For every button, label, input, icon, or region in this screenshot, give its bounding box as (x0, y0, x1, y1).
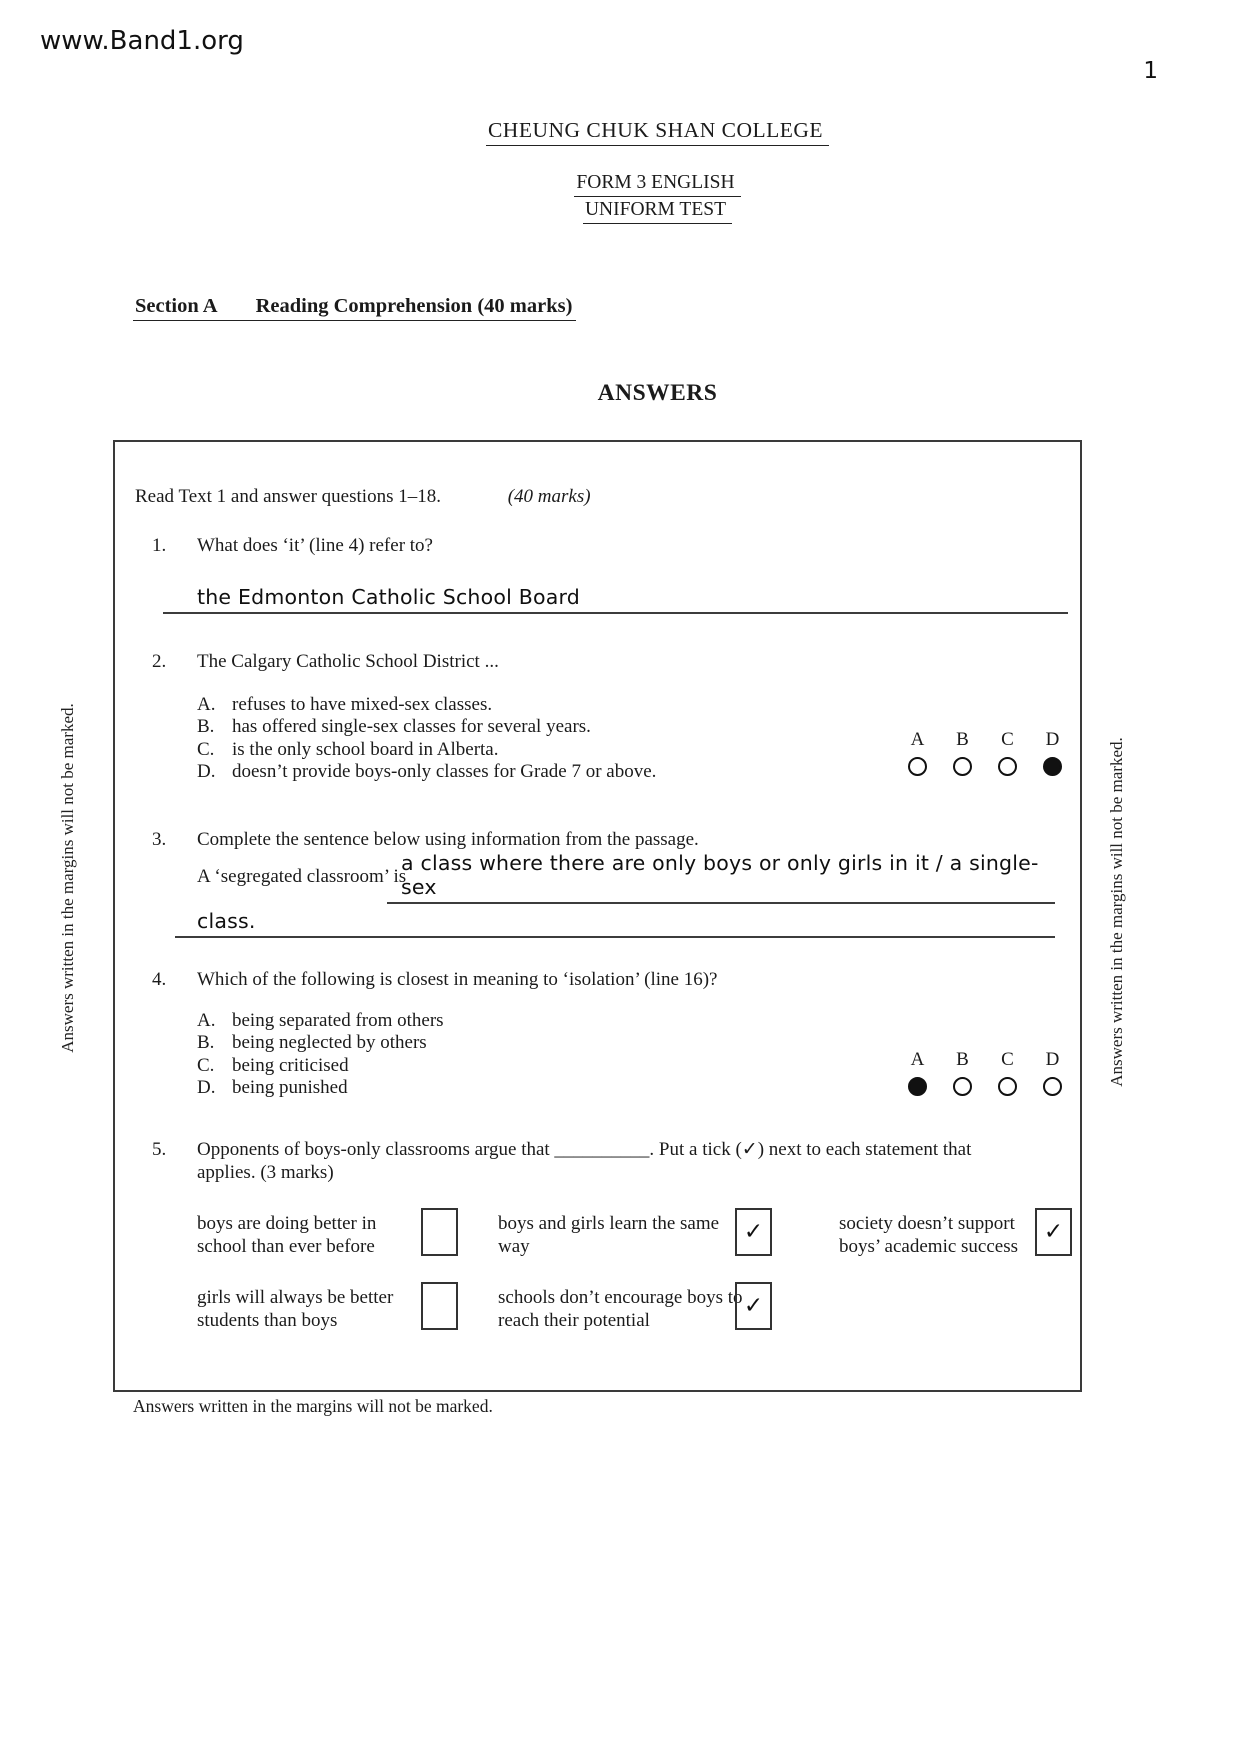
question-3-answer-2: class. (197, 909, 256, 933)
question-2-text: The Calgary Catholic School District ... (197, 651, 499, 672)
section-title: Reading Comprehension (40 marks) (255, 295, 573, 317)
test-title-row (75, 199, 1240, 224)
question-4-options (197, 1010, 837, 1100)
bubble-letter: C (1001, 1049, 1014, 1070)
bubble-letter: D (1045, 1049, 1060, 1070)
question-2-answer-bubbles (895, 728, 1075, 776)
question-3 (152, 828, 1032, 851)
statement-2-checkbox (735, 1208, 772, 1256)
section-heading (133, 295, 576, 321)
option-row (197, 1077, 837, 1099)
bubble-column (985, 1048, 1030, 1096)
statement-4-checkbox (421, 1282, 458, 1330)
option-letter: A. (197, 1010, 216, 1031)
form-title-row (75, 172, 1240, 197)
school-name: CHEUNG CHUK SHAN COLLEGE (486, 118, 829, 146)
bubble-letter: C (1001, 729, 1014, 750)
question-3-number: 3. (152, 829, 167, 850)
right-margin-note: Answers written in the margins will not be marked. (1107, 737, 1126, 1087)
bubble-column (895, 1048, 940, 1096)
watermark-url: www.Band1.org (40, 26, 244, 56)
tick-icon: ✓ (743, 1219, 764, 1245)
question-4 (152, 968, 1032, 991)
question-3-answer-line-1 (387, 851, 1055, 904)
test-title: UNIFORM TEST (583, 199, 732, 224)
option-letter: D. (197, 1077, 216, 1099)
read-instruction (135, 486, 591, 508)
question-1-text: What does ‘it’ (line 4) refer to? (197, 535, 433, 556)
bubble-column (1030, 728, 1075, 776)
read-instruction-text: Read Text 1 and answer questions 1–18. (135, 486, 441, 507)
question-3-text: Complete the sentence below using information from the passage. (197, 829, 699, 850)
statement-3-checkbox (1035, 1208, 1072, 1256)
option-text: being punished (232, 1077, 348, 1099)
option-letter: C. (197, 1054, 215, 1076)
option-text: doesn’t provide boys-only classes for Grade 7 or above. (232, 761, 657, 783)
question-1 (152, 534, 1032, 557)
option-text: is the only school board in Alberta. (232, 738, 499, 760)
option-row (197, 739, 837, 761)
option-row (197, 1032, 837, 1054)
answer-bubble (998, 1077, 1017, 1096)
answer-bubble (953, 757, 972, 776)
question-5-number: 5. (152, 1139, 167, 1160)
bubble-column (895, 728, 940, 776)
answer-bubble (1043, 757, 1062, 776)
statement-3-text: society doesn’t support boys’ academic success (839, 1213, 1019, 1257)
statement-2-text: boys and girls learn the same way (498, 1213, 720, 1257)
answer-bubble (908, 1077, 927, 1096)
question-2 (152, 650, 1032, 673)
bubble-column (940, 1048, 985, 1096)
option-row (197, 761, 837, 783)
option-row (197, 1055, 837, 1077)
question-4-answer-bubbles (895, 1048, 1075, 1096)
footer-margin-note: Answers written in the margins will not be marked. (133, 1396, 493, 1416)
bubble-letter: B (956, 729, 969, 750)
bubble-letter: B (956, 1049, 969, 1070)
question-5 (152, 1138, 1070, 1184)
question-5-text-line2: applies. (3 marks) (197, 1162, 334, 1183)
bubble-column (1030, 1048, 1075, 1096)
option-letter: B. (197, 716, 215, 738)
answer-bubble (953, 1077, 972, 1096)
question-3-answer-line-2 (175, 902, 1055, 938)
left-margin-note: Answers written in the margins will not be marked. (58, 703, 77, 1053)
question-2-options (197, 694, 837, 784)
answer-bubble (1043, 1077, 1062, 1096)
question-4-text: Which of the following is closest in meaning to ‘isolation’ (line 16)? (197, 969, 718, 990)
option-letter: B. (197, 1032, 215, 1054)
bubble-letter: A (910, 1049, 925, 1070)
option-text: refuses to have mixed-sex classes. (232, 694, 493, 715)
bubble-letter: D (1045, 729, 1060, 750)
option-text: being criticised (232, 1054, 349, 1076)
statement-5-text: schools don’t encourage boys to reach their potential (498, 1287, 743, 1331)
option-letter: C. (197, 738, 215, 760)
marks-note: (40 marks) (507, 486, 591, 507)
question-4-number: 4. (152, 969, 167, 990)
question-3-stem: A ‘segregated classroom’ is (197, 866, 407, 887)
page-number: 1 (1143, 58, 1158, 84)
tick-icon: ✓ (1043, 1219, 1064, 1245)
school-title-row (75, 118, 1240, 146)
option-letter: D. (197, 761, 216, 783)
option-row (197, 1010, 837, 1032)
question-1-answer-line (163, 570, 1068, 614)
option-letter: A. (197, 694, 216, 715)
statement-1-text: boys are doing better in school than ever before (197, 1213, 377, 1257)
question-3-answer-1: a class where there are only boys or only girls in it / a single-sex (401, 851, 1039, 899)
bubble-column (985, 728, 1030, 776)
answer-bubble (998, 757, 1017, 776)
statement-4-text: girls will always be better students than boys (197, 1287, 394, 1331)
option-row (197, 716, 837, 738)
option-text: has offered single-sex classes for several years. (232, 716, 591, 738)
section-label: Section A (135, 295, 218, 317)
question-1-number: 1. (152, 535, 167, 556)
tick-icon: ✓ (743, 1293, 764, 1319)
question-5-text-line1: Opponents of boys-only classrooms argue that __________. Put a tick (✓) next to each statement that (197, 1139, 972, 1160)
answers-heading: ANSWERS (597, 380, 718, 406)
bubble-column (940, 728, 985, 776)
statement-5-checkbox (735, 1282, 772, 1330)
statement-1-checkbox (421, 1208, 458, 1256)
form-title: FORM 3 ENGLISH (574, 172, 740, 197)
answers-box (113, 440, 1082, 1392)
option-text: being neglected by others (232, 1032, 427, 1054)
option-row (197, 694, 837, 716)
option-text: being separated from others (232, 1010, 444, 1031)
bubble-letter: A (910, 729, 925, 750)
answer-bubble (908, 757, 927, 776)
question-2-number: 2. (152, 651, 167, 672)
question-1-answer: the Edmonton Catholic School Board (197, 585, 580, 609)
